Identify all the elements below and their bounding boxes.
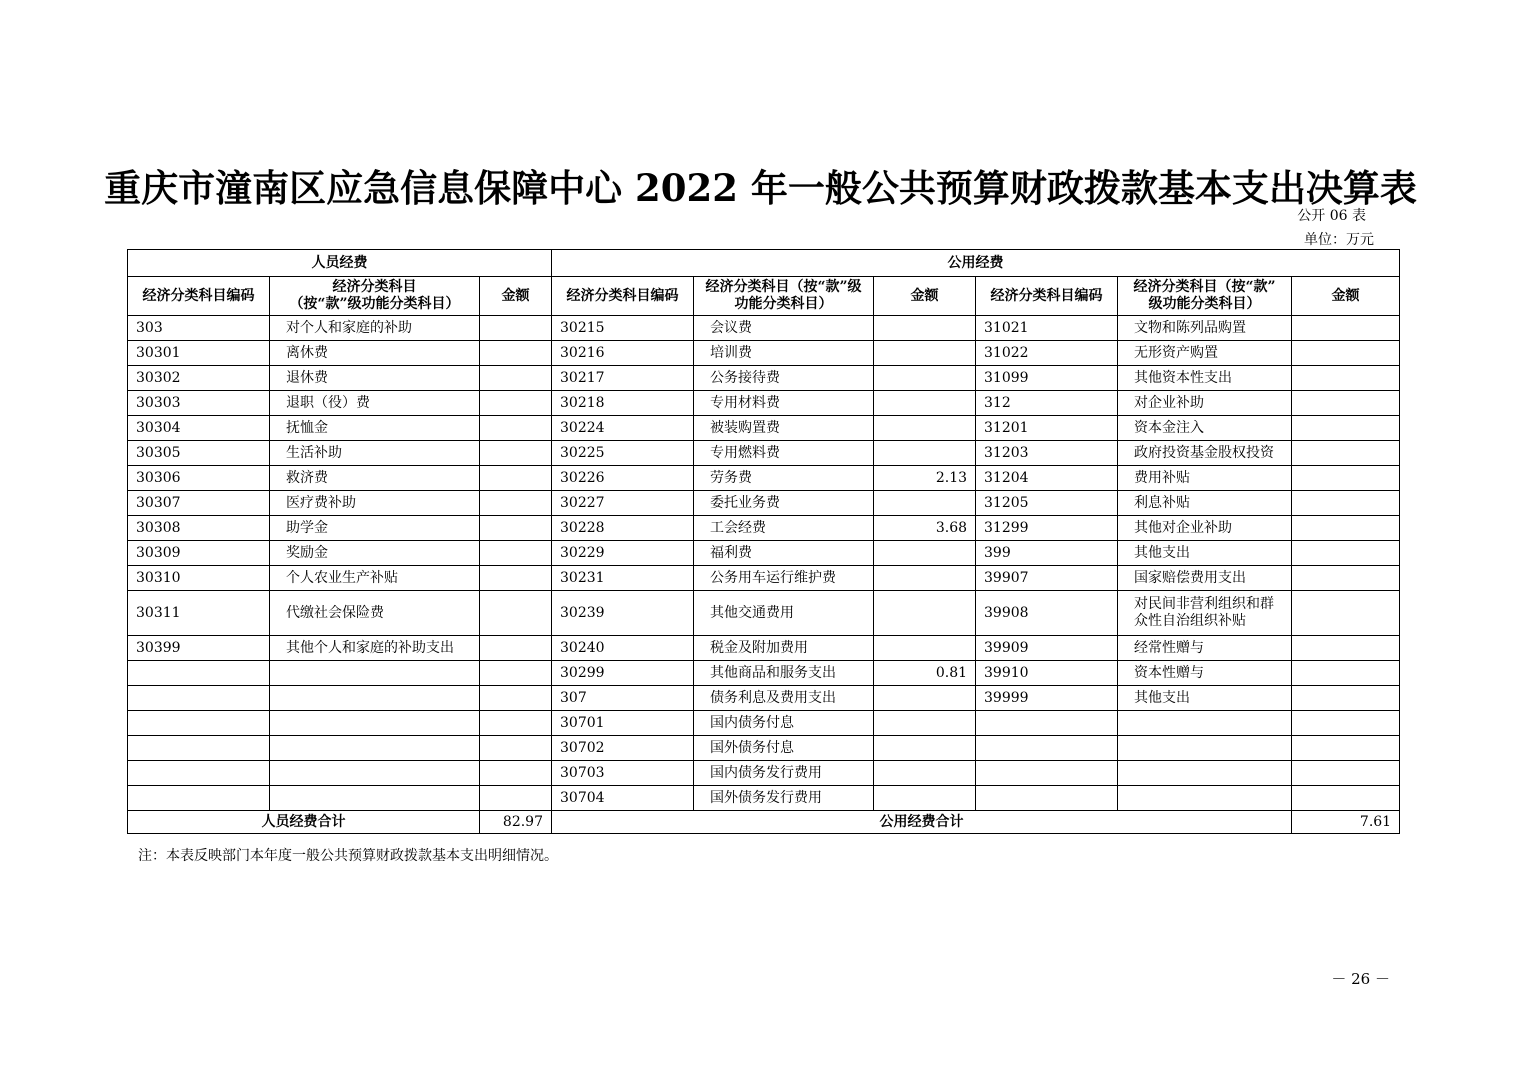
code-cell: 39910: [976, 661, 1118, 686]
amount-cell: [874, 736, 976, 761]
amount-cell: [480, 341, 552, 366]
amount-cell: [480, 516, 552, 541]
code-cell: 30704: [552, 786, 694, 811]
amount-cell: [1292, 416, 1400, 441]
code-cell: 31022: [976, 341, 1118, 366]
amount-cell: [874, 541, 976, 566]
amount-cell: [1292, 391, 1400, 416]
table-row: [128, 441, 1400, 466]
table-row: [128, 516, 1400, 541]
amount-cell: 0.81: [874, 661, 976, 686]
code-cell: 31201: [976, 416, 1118, 441]
code-cell: 399: [976, 541, 1118, 566]
page-number: － 26 －: [1331, 970, 1390, 988]
amount-cell: [1292, 786, 1400, 811]
code-cell: 30228: [552, 516, 694, 541]
header-code: 经济分类科目编码: [976, 277, 1118, 316]
amount-cell: [874, 711, 976, 736]
name-cell: 无形资产购置: [1118, 341, 1292, 366]
name-cell: [1118, 736, 1292, 761]
header-code: 经济分类科目编码: [128, 277, 270, 316]
header-amount: 金额: [874, 277, 976, 316]
code-cell: [128, 761, 270, 786]
code-cell: [128, 711, 270, 736]
table-row: [128, 491, 1400, 516]
name-cell: 离休费: [270, 341, 480, 366]
code-cell: 30399: [128, 636, 270, 661]
code-cell: 30217: [552, 366, 694, 391]
name-cell: 专用材料费: [694, 391, 874, 416]
header-code: 经济分类科目编码: [552, 277, 694, 316]
name-cell: 专用燃料费: [694, 441, 874, 466]
amount-cell: [480, 316, 552, 341]
table-row: [128, 466, 1400, 491]
table-row: [128, 736, 1400, 761]
header-amount: 金额: [480, 277, 552, 316]
code-cell: 30299: [552, 661, 694, 686]
code-cell: 307: [552, 686, 694, 711]
name-cell: 公务用车运行维护费: [694, 566, 874, 591]
name-cell: 其他交通费用: [694, 591, 874, 636]
code-cell: 39999: [976, 686, 1118, 711]
expenditure-table: [127, 249, 1400, 834]
name-cell: 债务利息及费用支出: [694, 686, 874, 711]
header-name-public: 经济分类科目（按“款” 级功能分类科目）: [1118, 277, 1292, 316]
code-cell: 30304: [128, 416, 270, 441]
name-cell: 国外债务付息: [694, 736, 874, 761]
name-cell: 国内债务发行费用: [694, 761, 874, 786]
totals-row: [128, 811, 1400, 834]
code-cell: [128, 786, 270, 811]
section-personnel: 人员经费: [128, 250, 552, 277]
code-cell: 30309: [128, 541, 270, 566]
table-code: 公开 06 表: [1297, 208, 1366, 224]
header-amount: 金额: [1292, 277, 1400, 316]
name-cell: 助学金: [270, 516, 480, 541]
table-row: [128, 416, 1400, 441]
amount-cell: [1292, 761, 1400, 786]
amount-cell: [874, 636, 976, 661]
column-header-row: [128, 277, 1400, 316]
code-cell: 30310: [128, 566, 270, 591]
name-cell: 公务接待费: [694, 366, 874, 391]
code-cell: [128, 736, 270, 761]
name-cell: 其他资本性支出: [1118, 366, 1292, 391]
code-cell: 303: [128, 316, 270, 341]
amount-cell: [480, 686, 552, 711]
amount-cell: [1292, 366, 1400, 391]
name-cell: 国家赔偿费用支出: [1118, 566, 1292, 591]
code-cell: 39907: [976, 566, 1118, 591]
name-cell: 工会经费: [694, 516, 874, 541]
name-cell: [270, 786, 480, 811]
code-cell: 30702: [552, 736, 694, 761]
amount-cell: [1292, 711, 1400, 736]
code-cell: 30225: [552, 441, 694, 466]
table-row: [128, 761, 1400, 786]
amount-cell: [1292, 441, 1400, 466]
amount-cell: [1292, 591, 1400, 636]
name-cell: [270, 711, 480, 736]
code-cell: 30303: [128, 391, 270, 416]
name-cell: 资本性赠与: [1118, 661, 1292, 686]
name-cell: [1118, 761, 1292, 786]
public-total-label: 公用经费合计: [552, 811, 1292, 834]
code-cell: 31204: [976, 466, 1118, 491]
amount-cell: [1292, 491, 1400, 516]
unit-label: 单位：万元: [1304, 232, 1374, 248]
amount-cell: [874, 786, 976, 811]
code-cell: 30301: [128, 341, 270, 366]
name-cell: 会议费: [694, 316, 874, 341]
code-cell: 30703: [552, 761, 694, 786]
name-cell: 其他支出: [1118, 541, 1292, 566]
name-cell: 培训费: [694, 341, 874, 366]
code-cell: [976, 761, 1118, 786]
code-cell: 31203: [976, 441, 1118, 466]
name-cell: 医疗费补助: [270, 491, 480, 516]
public-total-value: 7.61: [1292, 811, 1400, 834]
name-cell: [1118, 786, 1292, 811]
code-cell: 30229: [552, 541, 694, 566]
amount-cell: [480, 566, 552, 591]
table-row: [128, 636, 1400, 661]
code-cell: 30218: [552, 391, 694, 416]
name-cell: 福利费: [694, 541, 874, 566]
name-cell: 资本金注入: [1118, 416, 1292, 441]
name-cell: 政府投资基金股权投资: [1118, 441, 1292, 466]
code-cell: 30224: [552, 416, 694, 441]
amount-cell: [1292, 316, 1400, 341]
code-cell: 30311: [128, 591, 270, 636]
table-row: [128, 391, 1400, 416]
code-cell: 312: [976, 391, 1118, 416]
name-cell: 对企业补助: [1118, 391, 1292, 416]
code-cell: [128, 661, 270, 686]
amount-cell: [1292, 686, 1400, 711]
code-cell: [976, 786, 1118, 811]
name-cell: 其他商品和服务支出: [694, 661, 874, 686]
name-cell: 国内债务付息: [694, 711, 874, 736]
name-cell: 个人农业生产补贴: [270, 566, 480, 591]
amount-cell: [480, 541, 552, 566]
amount-cell: [874, 686, 976, 711]
table-row: [128, 541, 1400, 566]
table-row: [128, 591, 1400, 636]
name-cell: 退休费: [270, 366, 480, 391]
personnel-total-label: 人员经费合计: [128, 811, 480, 834]
table-row: [128, 316, 1400, 341]
amount-cell: [874, 391, 976, 416]
code-cell: 30227: [552, 491, 694, 516]
name-cell: 其他支出: [1118, 686, 1292, 711]
name-cell: 被装购置费: [694, 416, 874, 441]
code-cell: 30216: [552, 341, 694, 366]
code-cell: [976, 711, 1118, 736]
name-cell: [1118, 711, 1292, 736]
amount-cell: [874, 591, 976, 636]
name-cell: 税金及附加费用: [694, 636, 874, 661]
name-cell: 利息补贴: [1118, 491, 1292, 516]
amount-cell: [874, 566, 976, 591]
code-cell: [976, 736, 1118, 761]
amount-cell: [1292, 516, 1400, 541]
header-name-public: 经济分类科目（按“款”级 功能分类科目）: [694, 277, 874, 316]
code-cell: 39909: [976, 636, 1118, 661]
page-title: 重庆市潼南区应急信息保障中心 2022 年一般公共预算财政拨款基本支出决算表: [104, 166, 1417, 210]
amount-cell: 3.68: [874, 516, 976, 541]
code-cell: 30302: [128, 366, 270, 391]
table-row: [128, 661, 1400, 686]
name-cell: 其他对企业补助: [1118, 516, 1292, 541]
code-cell: 30308: [128, 516, 270, 541]
amount-cell: [480, 761, 552, 786]
code-cell: 30239: [552, 591, 694, 636]
code-cell: 31299: [976, 516, 1118, 541]
table-row: [128, 711, 1400, 736]
amount-cell: [480, 416, 552, 441]
section-public: 公用经费: [552, 250, 1400, 277]
code-cell: 30240: [552, 636, 694, 661]
name-cell: [270, 661, 480, 686]
code-cell: 31205: [976, 491, 1118, 516]
name-cell: [270, 761, 480, 786]
amount-cell: [480, 491, 552, 516]
amount-cell: [480, 391, 552, 416]
table-row: [128, 341, 1400, 366]
name-cell: 退职（役）费: [270, 391, 480, 416]
amount-cell: [874, 341, 976, 366]
section-header-row: [128, 250, 1400, 277]
amount-cell: [480, 661, 552, 686]
amount-cell: [1292, 341, 1400, 366]
name-cell: [270, 686, 480, 711]
amount-cell: [480, 441, 552, 466]
amount-cell: [1292, 636, 1400, 661]
name-cell: 费用补贴: [1118, 466, 1292, 491]
amount-cell: [874, 316, 976, 341]
name-cell: 劳务费: [694, 466, 874, 491]
table-row: [128, 786, 1400, 811]
amount-cell: [1292, 566, 1400, 591]
name-cell: 救济费: [270, 466, 480, 491]
code-cell: 31099: [976, 366, 1118, 391]
code-cell: 31021: [976, 316, 1118, 341]
code-cell: 30306: [128, 466, 270, 491]
amount-cell: [874, 416, 976, 441]
name-cell: [270, 736, 480, 761]
name-cell: 代缴社会保险费: [270, 591, 480, 636]
table-row: [128, 566, 1400, 591]
code-cell: 30305: [128, 441, 270, 466]
amount-cell: [480, 636, 552, 661]
code-cell: 39908: [976, 591, 1118, 636]
amount-cell: [480, 786, 552, 811]
name-cell: 国外债务发行费用: [694, 786, 874, 811]
name-cell: 奖励金: [270, 541, 480, 566]
name-cell: 对个人和家庭的补助: [270, 316, 480, 341]
amount-cell: [1292, 736, 1400, 761]
table-row: [128, 366, 1400, 391]
code-cell: 30307: [128, 491, 270, 516]
amount-cell: [1292, 541, 1400, 566]
code-cell: 30701: [552, 711, 694, 736]
amount-cell: [874, 366, 976, 391]
code-cell: [128, 686, 270, 711]
name-cell: 生活补助: [270, 441, 480, 466]
amount-cell: [480, 591, 552, 636]
personnel-total-value: 82.97: [480, 811, 552, 834]
amount-cell: [480, 736, 552, 761]
code-cell: 30231: [552, 566, 694, 591]
amount-cell: [1292, 661, 1400, 686]
table-row: [128, 686, 1400, 711]
amount-cell: [480, 466, 552, 491]
code-cell: 30215: [552, 316, 694, 341]
name-cell: 经常性赠与: [1118, 636, 1292, 661]
amount-cell: [874, 491, 976, 516]
name-cell: 文物和陈列品购置: [1118, 316, 1292, 341]
name-cell: 其他个人和家庭的补助支出: [270, 636, 480, 661]
amount-cell: [480, 711, 552, 736]
table-note: 注：本表反映部门本年度一般公共预算财政拨款基本支出明细情况。: [138, 848, 558, 864]
amount-cell: [480, 366, 552, 391]
amount-cell: 2.13: [874, 466, 976, 491]
header-name-personnel: 经济分类科目 （按“款”级功能分类科目）: [270, 277, 480, 316]
amount-cell: [1292, 466, 1400, 491]
amount-cell: [874, 761, 976, 786]
code-cell: 30226: [552, 466, 694, 491]
name-cell: 对民间非营利组织和群众性自治组织补贴: [1118, 591, 1292, 636]
amount-cell: [874, 441, 976, 466]
name-cell: 抚恤金: [270, 416, 480, 441]
name-cell: 委托业务费: [694, 491, 874, 516]
